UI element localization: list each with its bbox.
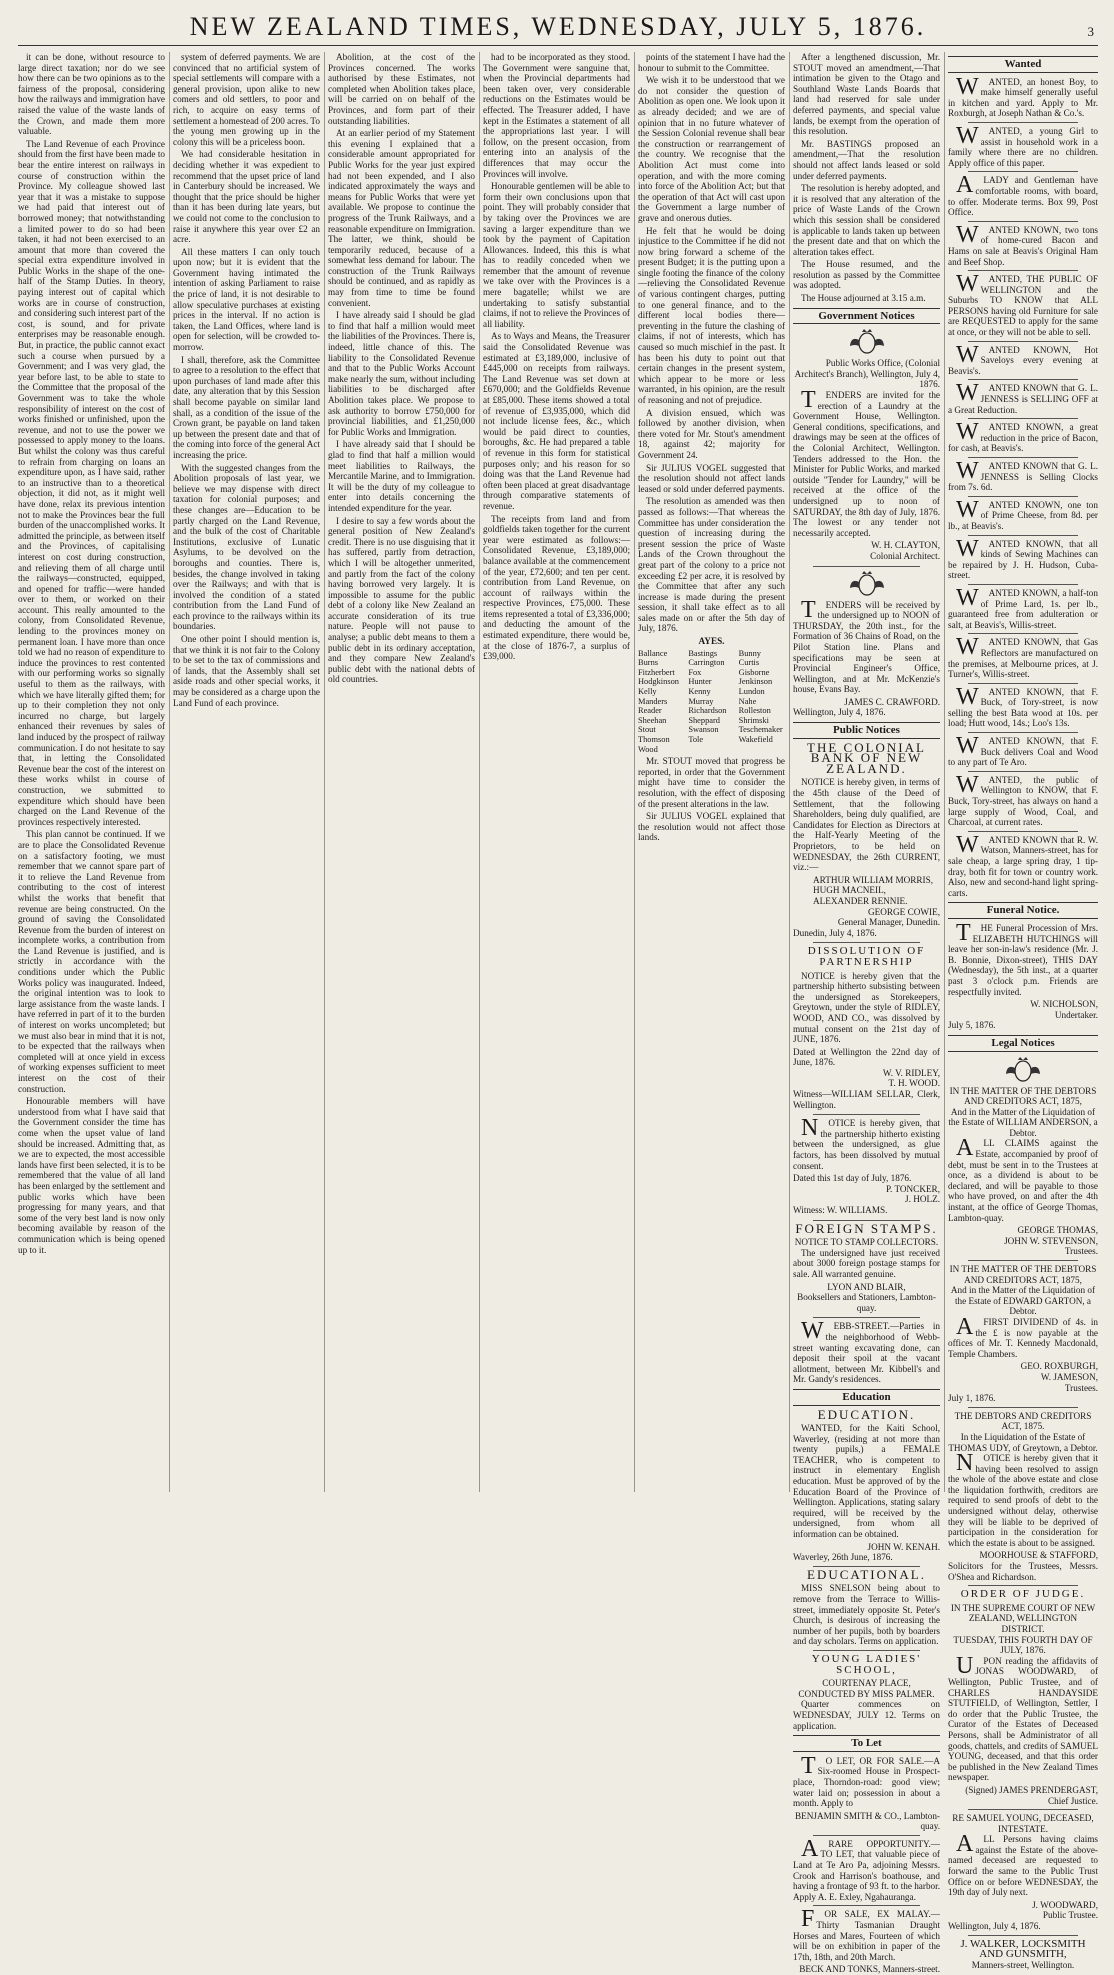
column-3 bbox=[328, 52, 475, 1492]
funeral-signature-title: Undertaker. bbox=[1054, 1009, 1098, 1020]
divider bbox=[968, 341, 1078, 342]
divider bbox=[968, 1407, 1078, 1408]
column-divider bbox=[634, 52, 635, 1492]
wanted-advert: WANTED, the public of Wellington to KNOW, that F. Buck, Tory-street, has always on hand a large supply of Wood, Coal, and Charcoal, at current rates. bbox=[948, 771, 1098, 828]
funeral-signature: W. NICHOLSON, bbox=[1030, 999, 1098, 1010]
wanted-list bbox=[948, 73, 1098, 899]
educational-title: EDUCATIONAL. bbox=[807, 1566, 926, 1582]
divider bbox=[813, 1835, 920, 1836]
legal-signature-title: Solicitors for the Trustees, Messrs. O'Shea and Richardson. bbox=[948, 1561, 1098, 1582]
divider bbox=[813, 1317, 920, 1318]
wanted-advert: WANTED, a young Girl to assist in household work in a family where there are no children. Apply office of this paper. bbox=[948, 122, 1098, 168]
notice-office: Public Works Office, (Colonial Architect's Branch), Wellington, July 4, 1876. bbox=[794, 358, 940, 390]
divider bbox=[968, 683, 1078, 684]
divider bbox=[968, 221, 1078, 222]
to-let-advert: ARARE OPPORTUNITY.—TO LET, that valuable piece of Land at Te Aro Pa, adjoining Messrs. Crook and Harrison's boathouse, and having a frontage of 93 ft. to the harbor. Apply A. E. Exley, Ngahauranga. bbox=[793, 1835, 940, 1902]
funeral-date: July 5, 1876. bbox=[948, 1020, 996, 1031]
notice-signature: W. H. CLAYTON, bbox=[871, 540, 940, 551]
division-member-name: Reader bbox=[638, 706, 662, 716]
notice-signature: W. V. RIDLEY, bbox=[882, 1067, 940, 1078]
divider bbox=[968, 771, 1078, 772]
notice-body: TENDERS are invited for the erection of a Laundry at the Government House, Wellington. General conditions, specifications, and drawings may be seen at the offices of the Colonial Architect, Wellington. Tenders addressed to the Hon. the Minister for Public Works, and marked outside "Tender for Laundry," will be received at the office of the undersigned up to noon of SATURDAY, the 8th day of July, 1876. The lowest or any tender not necessarily accepted. bbox=[793, 387, 940, 538]
division-member-name: Bunny bbox=[738, 648, 761, 658]
partnership-notice bbox=[793, 1115, 940, 1215]
division-member-name: Kelly bbox=[638, 687, 657, 697]
division-member-name: Gisborne bbox=[738, 667, 770, 677]
divider bbox=[968, 584, 1078, 585]
divider bbox=[813, 1905, 920, 1906]
royal-crest-icon bbox=[1003, 1056, 1043, 1084]
article-paragraph: After a lengthened discussion, Mr. STOUT moved an amendment,—That intimation be given to the Otago and Southland Waste Lands Boards that land had reserved for sale under deferred payments, and special value lands, be exempt from the operation of this resolution. bbox=[793, 52, 940, 137]
article-paragraph: it can be done, without resource to large direct taxation; nor do we see how there can be two opinions as to the fairness of the proposal, considering how the railways and immigration have raised the value of the waste lands of the Crown, and made them more valuable. bbox=[18, 52, 165, 137]
court-signature: (Signed) JAMES PRENDERGAST, bbox=[965, 1784, 1098, 1795]
notice-witness: Witness: W. WILLIAMS. bbox=[793, 1205, 888, 1215]
notice-date: Dunedin, July 4, 1876. bbox=[793, 927, 877, 938]
article-paragraph: With the suggested changes from the Abolition proposals of last year, we believe we may dispense with direct taxation for colonial purposes; and these changes are—Education to be partly charged on the Land Revenue, and the bulk of the cost of Charitable Institutions, exclusive of Lunatic Asylums, to be devolved on the boroughs and counties. There is, besides, the change involved in taking over the Railways; and with that is involved the condition of a stated contribution from the Land Fund of each province to the railways within its boundaries. bbox=[173, 462, 320, 632]
legal-notice-sub: And in the Matter of the Liquidation of the Estate of WILLIAM ANDERSON, a Debtor. bbox=[948, 1106, 1098, 1138]
court-order-body: UPON reading the affidavits of JONAS WOODWARD, of Wellington, Public Trustee, and of CHARLES HANDAYSIDE STUTFIELD, of Wellington, Settler, I do order that the Public Trustee, the Curator of the Estates of Deceased Persons, shall be Administrator of all goods, chattels, and credits of SAMUEL YOUNG, deceased, and that this order be published in the New Zealand Times newspaper. bbox=[948, 1652, 1098, 1783]
article-paragraph: One other point I should mention is, that we think it is not fair to the Colony to be set to the tax of commissions and of lands, that the Assembly shall set aside roads and other special works, it may be considered as a charge upon the Land Fund of each province. bbox=[173, 634, 320, 708]
column-7 bbox=[948, 52, 1098, 1970]
bank-notice bbox=[793, 739, 940, 939]
notice-witness: Witness—WILLIAM SELLAR, Clerk, Wellington. bbox=[793, 1089, 940, 1110]
director-name: ALEXANDER RENNIE. bbox=[813, 895, 908, 906]
article-paragraph: Sir JULIUS VOGEL explained that the resolution would not affect those lands. bbox=[638, 811, 785, 843]
government-notice bbox=[793, 328, 940, 561]
wanted-advert: WANTED KNOWN that G. L. JENNESS is SELLING OFF at a Great Reduction. bbox=[948, 380, 1098, 415]
legal-notice-sub: In the Liquidation of the Estate of THOMAS UDY, of Greytown, a Debtor. bbox=[948, 1431, 1098, 1453]
court-name: IN THE SUPREME COURT OF NEW ZEALAND, WELLINGTON DISTRICT. bbox=[950, 1602, 1096, 1634]
legal-notice-sub: And in the Matter of the Liquidation of the Estate of EDWARD GARTON, a Debtor. bbox=[950, 1285, 1096, 1317]
divider bbox=[968, 496, 1078, 497]
legal-notice-title: THE DEBTORS AND CREDITORS ACT, 1875. bbox=[954, 1410, 1092, 1432]
wanted-advert: WANTED, THE PUBLIC OF WELLINGTON and the Suburbs TO KNOW that ALL PERSONS having old Furniture for sale are REQUESTED to apply for the same at once, or they will not be able to sell. bbox=[948, 271, 1098, 338]
division-member-name: Wakefield bbox=[738, 735, 773, 744]
stamps-signature-title: Booksellers and Stationers, Lambton-quay. bbox=[797, 1292, 936, 1313]
wanted-advert: WANTED KNOWN that G. L. JENNESS is Selling Clocks from 7s. 6d. bbox=[948, 458, 1098, 493]
education-title: EDUCATION. bbox=[817, 1406, 916, 1422]
wanted-advert: WANTED KNOWN that R. W. Watson, Manners-street, has for sale cheap, a large spring dray, 1 tip-dray, both fit for town or country work. Also, new and second-hand light spring-carts. bbox=[948, 831, 1098, 898]
division-member-name: Wood bbox=[638, 744, 658, 754]
division-member-name: Hunter bbox=[688, 677, 712, 687]
legal-signature: GEORGE THOMAS, bbox=[1017, 1225, 1098, 1236]
wanted-advert: WANTED KNOWN, that Gas Reflectors are manufactured on the premises, at Melbourne prices, at J. Turner's, Willis-street. bbox=[948, 634, 1098, 680]
stamps-title: FOREIGN STAMPS. bbox=[795, 1220, 938, 1236]
legal-notice-title: IN THE MATTER OF THE DEBTORS AND CREDITORS ACT, 1875, bbox=[949, 1085, 1097, 1107]
notice-signature-title: Colonial Architect. bbox=[870, 550, 940, 561]
royal-crest-icon bbox=[847, 570, 887, 598]
notice-signature: GEORGE COWIE, bbox=[868, 906, 940, 917]
royal-crest-icon bbox=[847, 328, 887, 356]
divider bbox=[968, 831, 1078, 832]
partnership-body: NOTICE is hereby given, that the partnership hitherto existing between the undersigned, as glue factors, has been dissolved by mutual consent. bbox=[793, 1115, 940, 1171]
division-member-name: Shrimski bbox=[738, 715, 769, 725]
divider bbox=[968, 171, 1078, 172]
court-date: TUESDAY, THIS FOURTH DAY OF JULY, 1876. bbox=[953, 1634, 1093, 1656]
estate-body: ALL Persons having claims against the Estate of the above-named deceased are requested to forward the same to the Public Trust Office on or before WEDNESDAY, the 19th day of July next. bbox=[948, 1831, 1098, 1898]
notice-signature: JAMES C. CRAWFORD. bbox=[844, 696, 940, 707]
masthead bbox=[18, 8, 1098, 48]
section-header-public: Public Notices bbox=[793, 722, 940, 739]
for-sale-advert: FOR SALE, EX MALAY.—Thirty Tasmanian Draught Horses and Mares, Fourteen of which will be on exhibition in paper of the 17th, 18th, and 20th March. bbox=[793, 1906, 940, 1962]
legal-signature: JOHN W. STEVENSON, bbox=[1004, 1235, 1098, 1246]
wanted-advert: WANTED KNOWN, that F. Buck delivers Coal and Wood to any part of Te Aro. bbox=[948, 733, 1098, 768]
wanted-advert: WANTED KNOWN, one ton of Prime Cheese, from 8d. per lb., at Beavis's. bbox=[948, 496, 1098, 531]
divider bbox=[968, 1260, 1078, 1261]
division-member-name: Manders bbox=[638, 696, 668, 706]
column-divider bbox=[479, 52, 480, 1492]
webb-street-notice: WEBB-STREET.—Parties in the neighborhood of Webb-street wanting excavating done, can deposit their spoil at the vacant allotment, between Mr. Kibbell's and Mr. Gandy's residences. bbox=[793, 1318, 940, 1385]
divider bbox=[968, 122, 1078, 123]
order-title: ORDER OF JUDGE. bbox=[960, 1588, 1086, 1601]
notice-date: Dated at Wellington the 22nd day of June, 1876. bbox=[793, 1046, 940, 1068]
division-member-name: Sheppard bbox=[688, 715, 720, 725]
wanted-advert: WANTED, an honest Boy, to make himself generally useful in kitchen and yard. Apply to Mr. Roxburgh, at Joseph Nathan & Co.'s. bbox=[948, 73, 1098, 119]
column-divider bbox=[944, 52, 945, 1492]
page-number: 3 bbox=[1087, 24, 1094, 39]
division-member-name: Thomson bbox=[638, 735, 670, 744]
article-paragraph: The House adjourned at 3.15 a.m. bbox=[801, 293, 926, 304]
legal-signature: MOORHOUSE & STAFFORD, bbox=[979, 1550, 1098, 1561]
article-paragraph: The resolution is hereby adopted, and it is resolved that any alteration of the price of Waste Lands of the Crown which this session shall be considered is applicable to lands taken up between the present date and that on which the alteration takes effect. bbox=[793, 183, 940, 257]
divider bbox=[968, 732, 1078, 733]
wanted-advert: WANTED KNOWN, a half-ton of Prime Lard, 1s. per lb., guaranteed free from adulteration or salt, at Beavis's, Willis-street. bbox=[948, 584, 1098, 630]
column-divider bbox=[324, 52, 325, 1492]
section-header-education: Education bbox=[793, 1389, 940, 1406]
notice-date: Dated this 1st day of July, 1876. bbox=[793, 1173, 912, 1184]
column-5 bbox=[638, 52, 785, 1492]
article-paragraph: All these matters I can only touch upon now; but it is evident that the Government having intimated the intention of asking Parliament to raise the price of land, it is not desirable to allow speculative purchases at existing prices in the interval. If no action is taken, the Land Offices, where land is open for selection, will be crowded to-morrow. bbox=[173, 246, 320, 353]
stamps-body: The undersigned have just received about 3000 foreign postage stamps for sale. All warranted genuine. bbox=[793, 1247, 940, 1279]
column-divider bbox=[789, 52, 790, 1492]
notice-signature: T. H. WOOD. bbox=[888, 1078, 940, 1089]
division-member-name: Sheehan bbox=[638, 715, 667, 725]
government-notice bbox=[793, 570, 940, 719]
newspaper-page bbox=[18, 8, 1098, 1975]
division-member-name: Hodgkinson bbox=[638, 677, 679, 687]
estate-signature-title: Public Trustee. bbox=[1042, 1910, 1098, 1921]
division-member-name: Murray bbox=[688, 696, 714, 706]
division-member-name: Burns bbox=[638, 658, 659, 668]
divider bbox=[968, 379, 1078, 380]
ladies-school-sub: COURTENAY PLACE, CONDUCTED BY MISS PALMER. bbox=[798, 1678, 935, 1699]
article-paragraph: The Land Revenue of each Province should from the first have been made to bear the entire interest on railways in course of construction within the Province. My colleague showed last year that it was a mistake to suppose we had paid that interest out of borrowed money; that notwithstanding a limited power to do so had been taken, it had not been exercised to an amount that more than covered the special extra expenditure involved in Public Works in the shape of the one-half of the Stamp Duties. In theory, paying interest out of capital which works are in course of construction, and considering such interest part of the cost, is sound, and for private enterprises may be reasonable enough. But, in practice, the public cannot exact such a course when pursued by a Government; and I was very glad, the year before last, to be able to state to the Committee that the proposal of the Government was to take the whole responsibility of interest on the cost of works finished or unfinished, upon the revenue, and not to use the power we possessed to apply money to the loans. But whilst the colony was thus careful to refrain from charging on loans an expenditure upon, as I have said, rather to an instructive than to a theoretical objection, it did not, as it might well have done, relax its previous intention not to make the Provinces bear the full burden of the unaccomplished works. It admitted the principle, as between itself and the Provinces, of capitalising interest on cost during construction, and relieving them of all charge until the railways—constructed, equipped, and opened for traffic—were handed over to them, or worked on their account. This really amounted to the colony, from Consolidated Revenue, lending to the provinces money on permanent loan. I have more than once told we had no reason of expenditure to induce the provinces to rest contented with our performing works so signally useful to them as the railways, with which we have literally gifted them; for up to their completion they not only incurred no charge, but largely enhanced their revenues by sales of land induced by the prospect of railway communication. I do not hesitate to say that, in letting the Consolidated Revenue bear the cost of the interest on these works whilst in course of construction, we submitted to expenditure which should have been charged on the Land Revenue of the provinces respectively interested. bbox=[18, 138, 165, 827]
wanted-advert: ALADY and Gentleman have comfortable rooms, with board, to offer. Moderate terms. Box 99, Post Office. bbox=[948, 172, 1098, 218]
education-body: WANTED, for the Kaiti School, Waverley, (residing at not more than twenty pupils,) a FEMALE TEACHER, who is competent to instruct in elementary English education. Must be approved of by the Education Board of the Province of Wellington. Applications, stating salary required, will be received by the undersigned, from whom all information can be obtained. bbox=[793, 1423, 940, 1540]
bank-notice-body: NOTICE is hereby given, in terms of the 45th clause of the Deed of Settlement, that the following Shareholders, being duly qualified, are Candidates for Election as Directors at the Half-Yearly Meeting of the Proprietors, to be held on WEDNESDAY, the 26th CURRENT, viz.:— bbox=[793, 777, 940, 873]
article-paragraph: He felt that he would be doing injustice to the Committee if he did not now bring forward a scheme of the present Budget; it is the putting upon a single footing the finance of the colony—relieving the Consolidated Revenue of various contingent charges, putting to one general finance, and to the different local bodies there—preventing in the future the clashing of claims, if not of interests, which has caused so much mischief in the past. It has been his duty to point out that certain changes in the present system, which appear to be more or less warranted, in his opinion, are the result of reasoning and not of prejudice. bbox=[638, 225, 785, 405]
legal-notice-body: NOTICE is hereby given that it having been resolved to assign the whole of the above estate and close the liquidation forthwith, creditors are required to send proofs of debt to the undersigned without delay, otherwise they will be liable to be deprived of participation in the consideration for which the estate is about to be assigned. bbox=[948, 1450, 1098, 1548]
divider bbox=[813, 566, 920, 567]
division-member-name: Fitzherbert bbox=[638, 667, 675, 677]
education-date: Waverley, 26th June, 1876. bbox=[793, 1552, 893, 1563]
notice-signature-title: General Manager, Dunedin. bbox=[837, 917, 940, 928]
article-paragraph: Mr. BASTINGS proposed an amendment,—That the resolution should not affect lands leased or sold under deferred payments. bbox=[793, 138, 940, 181]
section-header-government: Government Notices bbox=[793, 308, 940, 325]
article-paragraph: I have already said I should be glad to find that half a million would meet the liabilities of the Provinces. There is, indeed, little chance of this. The liability to the Consolidated Revenue and that to the Public Works Account make nearly the sum, without including liabilities to be discharged after Abolition takes place. We propose to ask authority to borrow £750,000 for provincial liabilities, and £1,250,000 for Public Works and Immigration. bbox=[328, 310, 475, 437]
locksmith-address: Manners-street, Wellington. bbox=[971, 1959, 1075, 1970]
article-paragraph: had to be incorporated as they stood. The Government were sanguine that, when the Provincial departments had been taken over, very considerable reductions on the Estimates would be effected. The Treasurer added, I have kept in the Estimates a statement of all the appropriations last year. I will follow, on the present occasion, from entering into an analysis of the differences that may occur the Provinces will involve. bbox=[483, 52, 630, 179]
division-ayes-label: AYES. bbox=[698, 636, 725, 647]
educational-body: MISS SNELSON being about to remove from the Terrace to Willis-street, immediately opposite St. Peter's Church, is desirous of increasing the number of her pupils, both by boarders and day scholars. Terms on application. bbox=[793, 1583, 940, 1647]
estate-signature: J. WOODWARD, bbox=[1032, 1899, 1098, 1910]
ladies-school-body: Quarter commences on WEDNESDAY, JULY 12. Terms on application. bbox=[793, 1699, 940, 1731]
article-paragraph: We had considerable hesitation in deciding whether it was expedient to recommend that the upset price of land in Canterbury should be increased. We thought that the price should be higher than it has been during late years, but we could not come to the conclusion to raise it anywhere this year over £2 an acre. bbox=[173, 149, 320, 245]
article-paragraph: I shall, therefore, ask the Committee to agree to a resolution to the effect that upon purchases of land made after this date, any alteration that by this Session shall become payable on similar land shall, as a condition of the issue of the Crown grant, be payable on land taken up between the present date and that of the coming into force of the general Act increasing the price. bbox=[173, 354, 320, 460]
wanted-advert: WANTED KNOWN, a great reduction in the price of Bacon, for cash, at Beavis's. bbox=[948, 419, 1098, 454]
article-paragraph: The House resumed, and the resolution as passed by the Committee was adopted. bbox=[793, 259, 940, 291]
director-name: ARTHUR WILLIAM MORRIS, bbox=[813, 874, 933, 885]
article-paragraph: Honourable gentlemen will be able to form their own conclusions upon that point. They will probably consider that by taking over the Provinces we are saving a larger expenditure than we took by the payment of Capitation Allowances. Indeed, this this is what has to readily conceded when we remember that the amount of revenue we take over with the Provinces is a mere bagatelle; whilst we are undertaking to satisfy substantial claims, if not to relieve the Provinces of all liability. bbox=[483, 181, 630, 329]
division-member-name: Tole bbox=[688, 735, 704, 744]
notice-signature: J. HOLZ. bbox=[905, 1194, 940, 1205]
legal-signature: W. JAMESON, bbox=[1040, 1371, 1098, 1382]
wanted-advert: WANTED KNOWN, that all kinds of Sewing Machines can be repaired by J. H. Hudson, Cuba-street. bbox=[948, 535, 1098, 581]
wanted-advert: WANTED KNOWN, Hot Saveloys every evening at Beavis's. bbox=[948, 341, 1098, 376]
wanted-advert: WANTED KNOWN, that F. Buck, of Tory-street, is now selling the best Bata wood at 10s. per load; Hutt wood, 14s.; Loo's 13s. bbox=[948, 683, 1098, 729]
column-6 bbox=[793, 52, 940, 1975]
notice-date: Wellington, July 4, 1876. bbox=[793, 707, 886, 718]
article-paragraph: points of the statement I have had the honour to submit to the Committee. bbox=[638, 52, 785, 73]
masthead-title: NEW ZEALAND TIMES, WEDNESDAY, JULY 5, 1876. bbox=[189, 12, 927, 41]
section-header-funeral: Funeral Notice. bbox=[948, 902, 1098, 919]
legal-notice-title: IN THE MATTER OF THE DEBTORS AND CREDITORS ACT, 1875, bbox=[949, 1264, 1097, 1285]
bank-notice-title: THE COLONIAL BANK OF NEW ZEALAND. bbox=[807, 739, 926, 776]
divider bbox=[813, 942, 920, 943]
divider bbox=[813, 1650, 920, 1651]
to-let-advert: TO LET, OR FOR SALE.—A Six-roomed House in Prospect-place, Thorndon-road: good view; water laid on; possession in about a month. Apply to bbox=[793, 1752, 940, 1809]
legal-role: Trustees. bbox=[1064, 1246, 1098, 1257]
for-sale-signature: BECK AND TONKS, Manners-street. bbox=[799, 1964, 940, 1975]
article-paragraph: The resolution as amended was then passed as follows:—That whereas the Committee has under consideration the question of increasing during the present session the price of Waste Lands of the Crown throughout the great part of the colony to a price not exceeding £2 per acre, it is resolved by the Committee that after any such increase is made during the present session, it shall take effect as to all sales made on or after the 5th day of July, 1876. bbox=[638, 496, 785, 634]
column-divider bbox=[169, 52, 170, 1492]
funeral-body: THE Funeral Procession of Mrs. ELIZABETH HUTCHINGS will leave her son-in-law's residence (Mr. J. B. Bonnie, Dixon-street), THIS DAY (Wednesday), the 5th inst., at a quarter past 3 o'clock p.m. Friends are respectfully invited. bbox=[948, 919, 1098, 997]
divider bbox=[968, 418, 1078, 419]
legal-signature: GEO. ROXBURGH, bbox=[1020, 1361, 1098, 1372]
column-1 bbox=[18, 52, 165, 1492]
stamps-subtitle: NOTICE TO STAMP COLLECTORS. bbox=[794, 1237, 939, 1248]
to-let-signature: BENJAMIN SMITH & CO., Lambton-quay. bbox=[795, 1810, 940, 1832]
article-paragraph: I desire to say a few words about the general position of New Zealand's credit. There is no use disguising that it has suffered, partly from detraction, which I will be altogether unmerited, and partly from the fact of the colony having borrowed very largely. It is impossible to assume for the public debt of a colony like New Zealand an accurate consideration of its true nature. People will not pause to analyse; a public debt means to them a public debt in its ordinary acceptation, and they compare New Zealand's public debt with the national debts of old countries. bbox=[328, 515, 475, 685]
education-signature: JOHN W. KENAH. bbox=[867, 1541, 940, 1552]
legal-role: Trustees. bbox=[1064, 1382, 1098, 1393]
wanted-advert: WANTED KNOWN, two tons of home-cured Bacon and Hams on sale at Beavis's Original Ham and Beef Shop. bbox=[948, 221, 1098, 267]
notice-body: TENDERS will be received by the undersigned up to NOON of THURSDAY, the 20th inst., for the Formation of 36 Chains of Road, on the Pilot Station line. Plans and specifications may be seen at Provincial Engineer's Office, Wellington, and at Mr. McKenzie's house, Evans Bay. bbox=[793, 596, 940, 695]
division-member-name: Bastings bbox=[688, 648, 718, 658]
divider bbox=[968, 270, 1078, 271]
division-member-name: Stout bbox=[638, 725, 656, 735]
estate-title: RE SAMUEL YOUNG, DECEASED, INTESTATE. bbox=[952, 1813, 1094, 1834]
ladies-school-title: YOUNG LADIES' SCHOOL, bbox=[811, 1652, 922, 1676]
divider bbox=[968, 457, 1078, 458]
article-paragraph: Honourable members will have understood from what I have said that the Government consider the time has come when the upset value of land should be increased. Admitting that, as we are to expected, the most accessible lands have first been selected, it is to be remembered that the value of all land has been enlarged by the settlement and public works which have been progressing for many years, and that some of the very best land is now only becoming available by reason of the communication which is being opened up to it. bbox=[18, 1096, 165, 1255]
divider bbox=[968, 535, 1078, 536]
director-name: HUGH MACNEIL, bbox=[813, 885, 886, 896]
court-signature-title: Chief Justice. bbox=[1047, 1795, 1098, 1806]
dissolution-notice bbox=[793, 946, 940, 1110]
section-header-legal: Legal Notices bbox=[948, 1035, 1098, 1052]
masthead-rule bbox=[18, 45, 1098, 46]
division-member-name: Nahe bbox=[738, 696, 757, 706]
estate-date: Wellington, July 4, 1876. bbox=[948, 1921, 1041, 1932]
column-4 bbox=[483, 52, 630, 1492]
dissolution-body: NOTICE is hereby given that the partnership hitherto subsisting between the undersigned as Storekeepers, Greytown, under the style of RIDLEY, WOOD, AND CO., was dissolved by mutual consent on the 21st day of JUNE, 1876. bbox=[793, 970, 940, 1045]
legal-date: July 1, 1876. bbox=[948, 1393, 996, 1404]
division-list bbox=[638, 649, 785, 755]
article-paragraph: Sir JULIUS VOGEL suggested that the resolution should not affect lands leased or sold under deferred payments. bbox=[638, 462, 785, 494]
notice-signature: P. TONCKER, bbox=[885, 1183, 940, 1194]
article-paragraph: We wish it to be understood that we do not consider the question of Abolition as open one. We look upon it as already decided; and we are of opinion that in no future whatever of the Session Colonial revenue shall bear the construction or rearrangement of the country. We recognise that the Abolition Act must come into operation, and with the more coming into force of the Abolition Act; but that the operation of that Act will cast upon the Government a large number of grave and onerous duties. bbox=[638, 75, 785, 223]
division-member-name: Curtis bbox=[738, 658, 760, 668]
division-member-name: Teschemaker bbox=[738, 725, 783, 735]
division-member-name: Kenny bbox=[688, 687, 711, 697]
article-paragraph: system of deferred payments. We are convinced that no artificial system of special settlements will compare with a general provision, upon alike to new comers and old settlers, to poor and rich, to acquire on easy terms of settlement a homestead of 200 acres. To the young men growing up in the colony this will be a priceless boon. bbox=[173, 52, 320, 147]
division-member-name: Fox bbox=[688, 667, 702, 677]
column-2 bbox=[173, 52, 320, 1492]
divider bbox=[968, 1809, 1078, 1810]
article-paragraph: At an earlier period of my Statement this evening I explained that a considerable amount appropriated for Public Works for the year just expired had not been expended, and I also indicated approximately the ways and means for Public Works that were yet available. We propose to continue the progress of the Trunk Railways, and a reasonable expenditure on Immigration. The latter, we think, should be temporarily reduced, because of a somewhat less demand for labour. The construction of the Trunk Railways should be continued, and as rapidly as may from time to time be found convenient. bbox=[328, 128, 475, 308]
section-header-to-let: To Let bbox=[793, 1735, 940, 1752]
legal-notice-body: AFIRST DIVIDEND of 4s. in the £ is now payable at the offices of Mr. T. Kennedy Macdonald, Temple Chambers. bbox=[948, 1313, 1098, 1359]
division-member-name: Swanson bbox=[688, 725, 719, 735]
article-paragraph: I have already said that I should be glad to find that half a million would meet liabilities to Railways, the Mercantile Marine, and to Immigration. It will be the duty of my colleague to enter into details concerning the intended expenditure for the year. bbox=[328, 439, 475, 513]
article-paragraph: A division ensued, which was followed by another division, when there voted for Mr. Stout's amendment 18, against 42; majority for Government 24. bbox=[638, 407, 785, 460]
article-paragraph: As to Ways and Means, the Treasurer said the Consolidated Revenue was estimated at £3,189,000, inclusive of £445,000 on receipts from railways. The Land Revenue was set down at £670,000; and the Goldfields Revenue at £85,000. These items showed a total of revenue of £3,935,000, which did not include license fees, &c., which would be paid direct to counties, boroughs, &c. He had prepared a table of revenue in this form for statistical purposes only; and his reason for so doing was that the Land Revenue had often been placed at great disadvantage through comparative statements of revenue. bbox=[483, 331, 630, 511]
divider bbox=[813, 1114, 920, 1115]
divider bbox=[968, 1935, 1078, 1936]
article-paragraph: Mr. STOUT moved that progress be reported, in order that the Government might have time to consider the resolution, with the effect of disposing of the present alterations in the law. bbox=[638, 756, 785, 809]
article-paragraph: The receipts from land and from goldfields taken together for the current year were estimated as follows:—Consolidated Revenue, £3,189,000; balance available at the commencement of the year, £72,600; and ten per cent. contribution from Land Revenue, on account of railways within the respective Provinces, £75,000. These items represented a total of £3,336,000; and deducting the amount of the estimated expenditure, there would be, at the close of 1876-7, a surplus of £39,000. bbox=[483, 513, 630, 662]
division-member-name: Jenkinson bbox=[738, 677, 773, 687]
divider bbox=[968, 1585, 1078, 1586]
article-paragraph: Abolition, at the cost of the Provinces concerned. The works authorised by these Estimates, not completed when Abolition takes place, will be carried on on behalf of the Provinces, and form part of their outstanding liabilities. bbox=[328, 52, 475, 126]
dissolution-title: DISSOLUTION OF PARTNERSHIP bbox=[807, 945, 926, 968]
legal-notice-body: ALL CLAIMS against the Estate, accompanied by proof of debt, must be sent in to the Trustees at once, as a dividend is about to be declared, and will be payable to those who have proved, on and after the 4th instant, at the office of George Thomas, Lambton-quay. bbox=[948, 1135, 1098, 1223]
stamps-advert bbox=[793, 1220, 940, 1314]
section-header-wanted: Wanted bbox=[948, 56, 1098, 73]
division-member-name: Carrington bbox=[688, 658, 725, 668]
stamps-signature: LYON AND BLAIR, bbox=[827, 1281, 906, 1292]
division-member-name: Ballance bbox=[638, 648, 668, 658]
article-paragraph: This plan cannot be continued. If we are to place the Consolidated Revenue on a satisfactory footing, we must remember that we cannot spare part of it to relieve the Land Revenue from contributing to the cost of interest whilst the works that benefit that revenue are being constructed. On the ground of saving the Consolidated Revenue from the burden of interest on incomplete works, a contribution from the Land Revenue is justified, and is strictly in accordance with the conditions under which the Public Works policy was inaugurated. Indeed, the original intention was to look to large assistance from the waste lands. I have referred in part of it to the burden of interest on works uncompleted; but we must also bear in mind that it is not, to be expected that the railways when completed will at once yield in excess of working expenses sufficient to meet interest on the cost of their construction. bbox=[18, 829, 165, 1094]
division-member-name: Rolleston bbox=[738, 706, 771, 716]
division-member-name: Richardson bbox=[688, 706, 727, 716]
divider bbox=[968, 633, 1078, 634]
division-member-name: Lundon bbox=[738, 687, 765, 697]
locksmith-advert: J. WALKER, LOCKSMITH AND GUNSMITH, bbox=[960, 1937, 1086, 1961]
